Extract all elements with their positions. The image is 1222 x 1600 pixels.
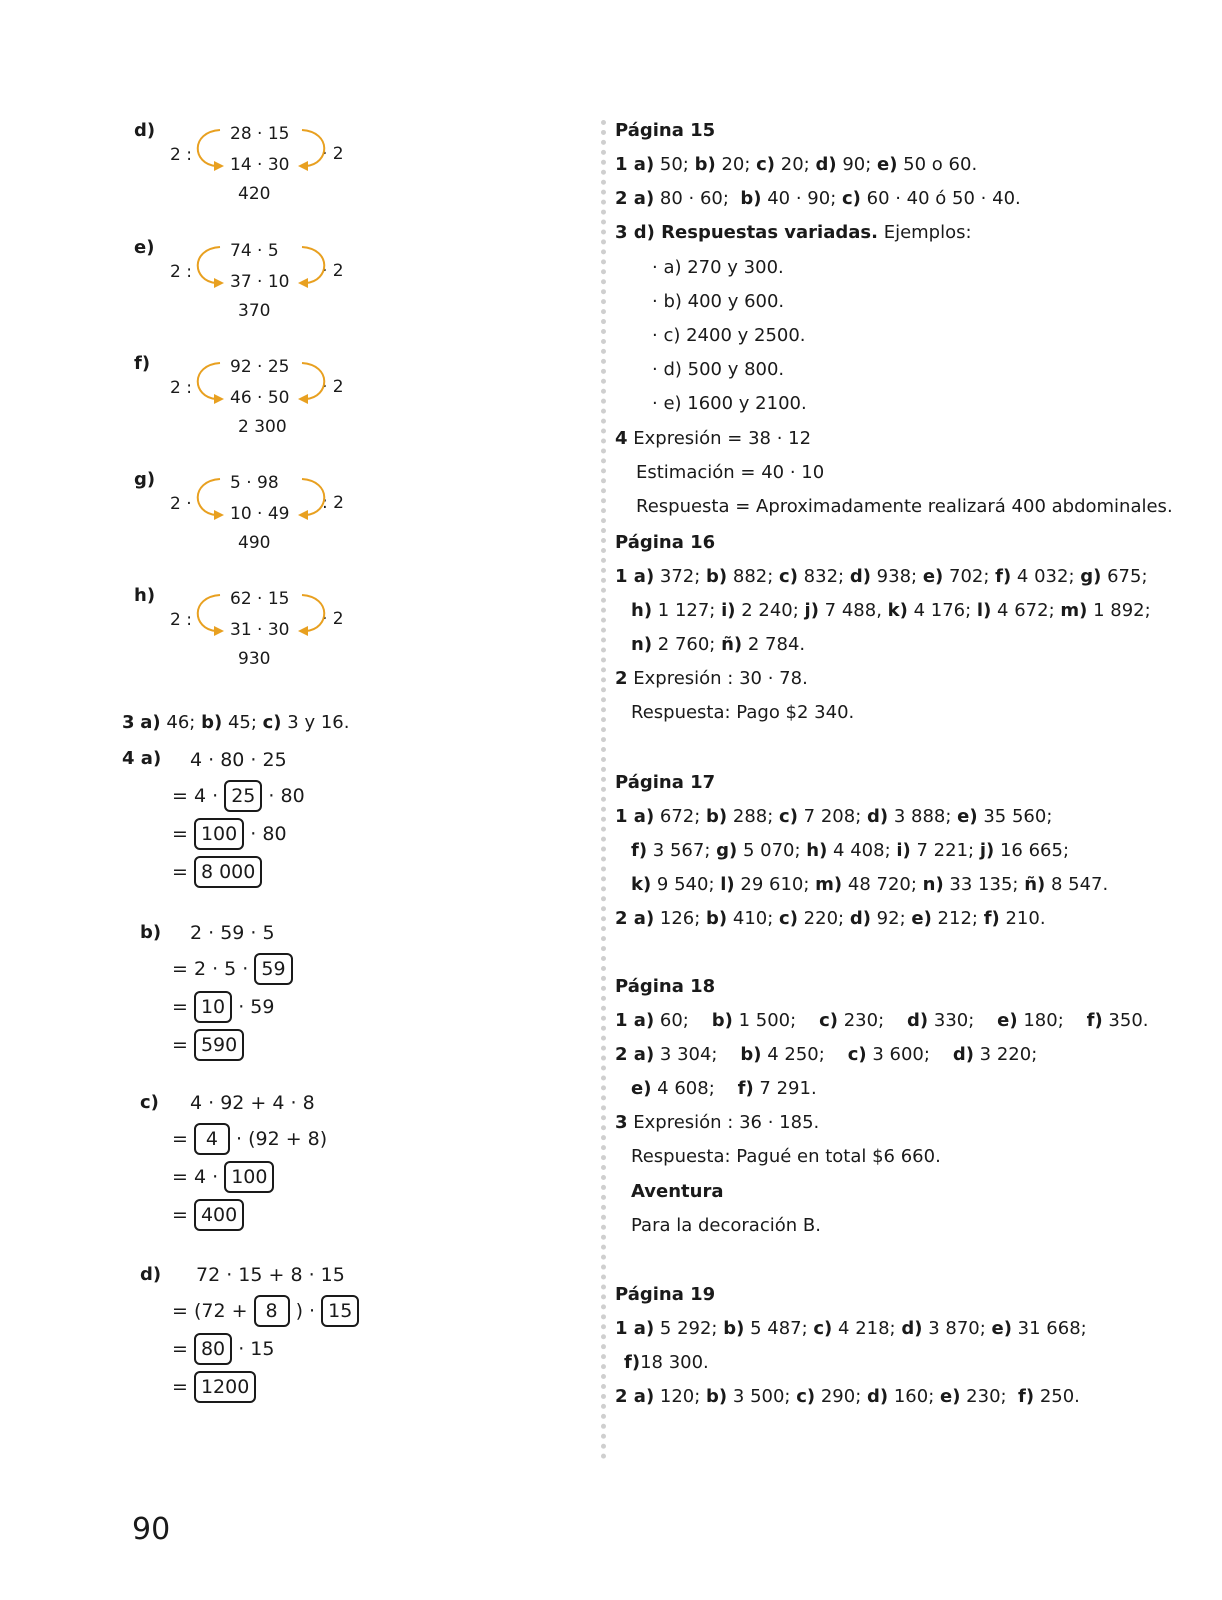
p15-bullet-c: · c) 2400 y 2500. bbox=[652, 325, 806, 346]
column-divider bbox=[601, 120, 606, 1460]
arrow-label: f) bbox=[134, 353, 151, 374]
answer-label: c) bbox=[779, 806, 798, 827]
answer-value: 4 408; bbox=[827, 840, 897, 861]
answer-value: 20; bbox=[775, 154, 816, 175]
page-19-title: Página 19 bbox=[615, 1284, 716, 1305]
answer-value: 5 292; bbox=[654, 1318, 724, 1339]
answer-value: 372; bbox=[654, 566, 707, 587]
arrow-top-expr: 28 · 15 bbox=[230, 124, 290, 144]
answer-label: f) bbox=[631, 840, 648, 861]
answer-value: 1 127; bbox=[652, 600, 722, 621]
answer-value: 3 600; bbox=[866, 1044, 953, 1065]
answer-label: ñ) bbox=[1024, 874, 1046, 895]
answer-value: 4 608; bbox=[651, 1078, 738, 1099]
answer-value: 410; bbox=[727, 908, 780, 929]
arrow-label: g) bbox=[134, 469, 156, 490]
answer-label: f) bbox=[1086, 1010, 1103, 1031]
answer-label: d) bbox=[867, 1386, 889, 1407]
arrow-top-expr: 74 · 5 bbox=[230, 241, 279, 261]
answer-label: 2 a) bbox=[615, 908, 655, 929]
page-16-title: Página 16 bbox=[615, 532, 716, 553]
answer-label: i) bbox=[721, 600, 736, 621]
arrow-result: 370 bbox=[238, 301, 271, 321]
p15-bullet-d: · d) 500 y 800. bbox=[652, 359, 785, 380]
answer-label: l) bbox=[976, 600, 992, 621]
answer-label: c) bbox=[819, 1010, 838, 1031]
p15-bullet-a: · a) 270 y 300. bbox=[652, 257, 784, 278]
answer-label: h) bbox=[631, 600, 653, 621]
arrow-curves bbox=[130, 118, 390, 228]
arrow-op-left: 2 : bbox=[170, 378, 192, 398]
answer-label: d) bbox=[849, 908, 871, 929]
p19-line1 bbox=[615, 1318, 1087, 1339]
answer-label: 1 a) bbox=[615, 1318, 655, 1339]
arrow-top-expr: 5 · 98 bbox=[230, 473, 279, 493]
answer-label: d) bbox=[849, 566, 871, 587]
answer-label: d) bbox=[815, 154, 837, 175]
arrow-result: 420 bbox=[238, 184, 271, 204]
answer-label: d) bbox=[952, 1044, 974, 1065]
answer-value: 18 300. bbox=[640, 1352, 709, 1373]
p18-line3 bbox=[631, 1078, 817, 1099]
answer-label: 1 a) bbox=[615, 1010, 655, 1031]
arrow-op-right: · 2 bbox=[322, 609, 344, 629]
p16-line3 bbox=[631, 634, 805, 655]
answer-value: 212; bbox=[931, 908, 984, 929]
arrow-curves bbox=[130, 235, 390, 345]
answer-value: 160; bbox=[888, 1386, 940, 1407]
answer-label: j) bbox=[804, 600, 819, 621]
answer-label: 1 a) bbox=[615, 154, 655, 175]
answer-value: 2 784. bbox=[742, 634, 806, 655]
answer-label: f) bbox=[624, 1352, 641, 1373]
answer-value: 675; bbox=[1101, 566, 1148, 587]
answer-value: 330; bbox=[928, 1010, 998, 1031]
arrow-op-left: 2 : bbox=[170, 610, 192, 630]
answer-label: b) bbox=[740, 1044, 762, 1065]
answer-value: 702; bbox=[943, 566, 996, 587]
page-17-title: Página 17 bbox=[615, 772, 716, 793]
answer-value: 250. bbox=[1034, 1386, 1080, 1407]
answer-label: h) bbox=[806, 840, 828, 861]
p18-aventura: Aventura bbox=[631, 1181, 724, 1202]
answer-value: 1 500; bbox=[732, 1010, 820, 1031]
answer-label: e) bbox=[631, 1078, 652, 1099]
answer-label: b) bbox=[706, 566, 728, 587]
answer-label: l) bbox=[720, 874, 735, 895]
answer-label: e) bbox=[997, 1010, 1018, 1031]
answer-value: 50; bbox=[654, 154, 695, 175]
answer-value: 5 487; bbox=[744, 1318, 814, 1339]
answer-value: 1 892; bbox=[1087, 600, 1151, 621]
answer-label: n) bbox=[631, 634, 653, 655]
answer-value: 2 240; bbox=[735, 600, 805, 621]
answer-label: e) bbox=[957, 806, 978, 827]
arrow-bottom-expr: 46 · 50 bbox=[230, 388, 290, 408]
answer-value: 80 · 60; bbox=[654, 188, 741, 209]
arrow-bottom-expr: 37 · 10 bbox=[230, 272, 290, 292]
p15-line5: Estimación = 40 · 10 bbox=[636, 462, 825, 483]
page-number: 90 bbox=[132, 1512, 171, 1547]
answer-value: 3 500; bbox=[727, 1386, 797, 1407]
arrow-op-right: · 2 bbox=[322, 144, 344, 164]
answer-value: 40 · 90; bbox=[761, 188, 842, 209]
arrow-curves bbox=[130, 351, 390, 461]
answer-label: m) bbox=[815, 874, 843, 895]
answer-label: c) bbox=[813, 1318, 833, 1339]
answer-label: c) bbox=[796, 1386, 816, 1407]
answer-value: 31 668; bbox=[1011, 1318, 1087, 1339]
answer-label: d) bbox=[867, 806, 889, 827]
answer-value: 3 870; bbox=[922, 1318, 992, 1339]
arrow-curves bbox=[130, 583, 390, 693]
answer-value: 120; bbox=[654, 1386, 707, 1407]
p19-line2 bbox=[624, 1352, 709, 1373]
answer-value: 35 560; bbox=[977, 806, 1053, 827]
answer-value: 4 176; bbox=[907, 600, 977, 621]
q4a-step2: = 100 · 80 bbox=[172, 818, 287, 850]
q4d-label: d) bbox=[140, 1264, 162, 1285]
arrow-diagram bbox=[130, 118, 390, 228]
p17-line1 bbox=[615, 806, 1052, 827]
p16-line4: 2 Expresión : 30 · 78. bbox=[615, 668, 808, 689]
answer-value: 48 720; bbox=[842, 874, 923, 895]
page-18-title: Página 18 bbox=[615, 976, 716, 997]
q4c-step1: = 4 · (92 + 8) bbox=[172, 1123, 327, 1155]
answer-label: m) bbox=[1060, 600, 1088, 621]
p15-line3: 3 d) Respuestas variadas. Ejemplos: bbox=[615, 222, 972, 243]
arrow-op-left: 2 : bbox=[170, 262, 192, 282]
page-15-title: Página 15 bbox=[615, 120, 716, 141]
arrow-result: 930 bbox=[238, 649, 271, 669]
answer-value: 230; bbox=[837, 1010, 908, 1031]
arrow-op-right: · 2 bbox=[322, 261, 344, 281]
q4b-step3: = 590 bbox=[172, 1029, 244, 1061]
answer-value: 3 304; bbox=[654, 1044, 741, 1065]
p17-line3 bbox=[631, 874, 1108, 895]
answer-label: e) bbox=[991, 1318, 1012, 1339]
answer-value: 938; bbox=[870, 566, 923, 587]
answer-value: 126; bbox=[654, 908, 707, 929]
arrow-diagram bbox=[130, 351, 390, 461]
q4b-step2: = 10 · 59 bbox=[172, 991, 274, 1023]
arrow-top-expr: 92 · 25 bbox=[230, 357, 290, 377]
answer-value: 4 250; bbox=[761, 1044, 848, 1065]
q4c-step2: = 4 · 100 bbox=[172, 1161, 274, 1193]
answer-label: c) bbox=[779, 908, 798, 929]
q4d-step3: = 1200 bbox=[172, 1371, 256, 1403]
answer-label: j) bbox=[979, 840, 995, 861]
answer-value: 7 208; bbox=[797, 806, 867, 827]
arrow-label: h) bbox=[134, 585, 156, 606]
arrow-bottom-expr: 10 · 49 bbox=[230, 504, 290, 524]
answer-label: d) bbox=[907, 1010, 929, 1031]
q4c-step3: = 400 bbox=[172, 1199, 244, 1231]
p18-line2 bbox=[615, 1044, 1037, 1065]
p16-line2 bbox=[631, 600, 1151, 621]
answer-value: 60; bbox=[654, 1010, 712, 1031]
answer-value: 90; bbox=[836, 154, 878, 175]
p18-line1 bbox=[615, 1010, 1149, 1031]
answer-label: c) bbox=[756, 154, 776, 175]
arrow-top-expr: 62 · 15 bbox=[230, 589, 290, 609]
answer-value: 4 218; bbox=[832, 1318, 902, 1339]
p16-line1 bbox=[615, 566, 1148, 587]
answer-label: c) bbox=[847, 1044, 867, 1065]
answer-value: 180; bbox=[1017, 1010, 1087, 1031]
answer-label: k) bbox=[631, 874, 652, 895]
q4d-step1: = (72 + 8 ) · 15 bbox=[172, 1295, 359, 1327]
arrow-op-left: 2 · bbox=[170, 494, 192, 514]
q4d-expr: 72 · 15 + 8 · 15 bbox=[196, 1264, 345, 1286]
answer-label: f) bbox=[737, 1078, 754, 1099]
answer-label: k) bbox=[887, 600, 908, 621]
answer-value: 3 220; bbox=[973, 1044, 1038, 1065]
p15-line2 bbox=[615, 188, 1021, 209]
q3-line: 3 a) 46; b) 45; c) 3 y 16. bbox=[122, 712, 350, 733]
arrow-label: e) bbox=[134, 237, 155, 258]
arrow-diagram bbox=[130, 467, 390, 577]
q4b-step1: = 2 · 5 · 59 bbox=[172, 953, 293, 985]
answer-label: d) bbox=[901, 1318, 923, 1339]
q4d-step2: = 80 · 15 bbox=[172, 1333, 274, 1365]
arrow-op-right: : 2 bbox=[322, 493, 344, 513]
p19-line3 bbox=[615, 1386, 1080, 1407]
answer-label: e) bbox=[922, 566, 944, 587]
answer-value: 350. bbox=[1102, 1010, 1149, 1031]
answer-label: 2 a) bbox=[615, 1044, 655, 1065]
answer-label: c) bbox=[841, 188, 861, 209]
q4c-label: c) bbox=[140, 1092, 159, 1113]
answer-value: 210. bbox=[999, 908, 1046, 929]
answer-label: e) bbox=[911, 908, 932, 929]
p15-line4: 4 Expresión = 38 · 12 bbox=[615, 428, 812, 449]
answer-value: 672; bbox=[654, 806, 707, 827]
p15-line6: Respuesta = Aproximadamente realizará 400 abdominales. bbox=[636, 496, 1173, 517]
arrow-diagram bbox=[130, 583, 390, 693]
answer-label: 1 a) bbox=[615, 566, 655, 587]
q4c-expr: 4 · 92 + 4 · 8 bbox=[190, 1092, 315, 1114]
answer-label: b) bbox=[723, 1318, 745, 1339]
p15-line1 bbox=[615, 154, 977, 175]
answer-value: 230; bbox=[960, 1386, 1019, 1407]
answer-label: b) bbox=[706, 806, 728, 827]
answer-label: e) bbox=[877, 154, 898, 175]
answer-value: 92; bbox=[870, 908, 912, 929]
answer-value: 60 · 40 ó 50 · 40. bbox=[860, 188, 1021, 209]
answer-value: 7 291. bbox=[753, 1078, 817, 1099]
answer-value: 288; bbox=[727, 806, 780, 827]
answer-value: 4 032; bbox=[1011, 566, 1081, 587]
answer-value: 220; bbox=[797, 908, 850, 929]
answer-value: 882; bbox=[727, 566, 780, 587]
answer-label: 2 a) bbox=[615, 188, 655, 209]
answer-label: g) bbox=[716, 840, 738, 861]
arrow-result: 490 bbox=[238, 533, 271, 553]
answer-value: 5 070; bbox=[737, 840, 807, 861]
p17-line2 bbox=[631, 840, 1069, 861]
answer-value: 29 610; bbox=[734, 874, 816, 895]
answer-value: 2 760; bbox=[652, 634, 722, 655]
answer-label: b) bbox=[711, 1010, 733, 1031]
arrow-op-right: · 2 bbox=[322, 377, 344, 397]
arrow-bottom-expr: 14 · 30 bbox=[230, 155, 290, 175]
p18-line5: Respuesta: Pagué en total $6 660. bbox=[631, 1146, 941, 1167]
arrow-result: 2 300 bbox=[238, 417, 287, 437]
answer-label: 2 a) bbox=[615, 1386, 655, 1407]
answer-label: 1 a) bbox=[615, 806, 655, 827]
answer-value: 50 o 60. bbox=[897, 154, 978, 175]
p18-line4: 3 Expresión : 36 · 185. bbox=[615, 1112, 820, 1133]
p18-line7: Para la decoración B. bbox=[631, 1215, 821, 1236]
p15-bullet-e: · e) 1600 y 2100. bbox=[652, 393, 807, 414]
arrow-label: d) bbox=[134, 120, 156, 141]
answer-label: b) bbox=[694, 154, 716, 175]
q4a-step3: = 8 000 bbox=[172, 856, 262, 888]
q4b-label: b) bbox=[140, 922, 162, 943]
answer-label: b) bbox=[706, 908, 728, 929]
answer-value: 33 135; bbox=[943, 874, 1025, 895]
answer-value: 16 665; bbox=[994, 840, 1070, 861]
answer-value: 9 540; bbox=[651, 874, 721, 895]
q4a-expr: 4 · 80 · 25 bbox=[190, 749, 287, 771]
answer-value: 3 567; bbox=[647, 840, 717, 861]
q4b-expr: 2 · 59 · 5 bbox=[190, 922, 275, 944]
answer-value: 8 547. bbox=[1045, 874, 1109, 895]
answer-value: 4 672; bbox=[991, 600, 1061, 621]
p15-bullet-b: · b) 400 y 600. bbox=[652, 291, 785, 312]
answer-label: ñ) bbox=[721, 634, 743, 655]
answer-value: 832; bbox=[797, 566, 850, 587]
answer-label: b) bbox=[706, 1386, 728, 1407]
answer-value: 7 488, bbox=[818, 600, 888, 621]
answer-label: c) bbox=[779, 566, 798, 587]
answer-label: n) bbox=[922, 874, 944, 895]
arrow-curves bbox=[130, 467, 390, 577]
p17-line4 bbox=[615, 908, 1046, 929]
answer-value: 7 221; bbox=[910, 840, 980, 861]
arrow-bottom-expr: 31 · 30 bbox=[230, 620, 290, 640]
q4a-label: 4 a) bbox=[122, 748, 162, 769]
answer-value: 290; bbox=[815, 1386, 867, 1407]
answer-label: b) bbox=[740, 188, 762, 209]
arrow-diagram bbox=[130, 235, 390, 345]
q4a-step1: = 4 · 25 · 80 bbox=[172, 780, 305, 812]
answer-label: f) bbox=[983, 908, 1000, 929]
answer-label: g) bbox=[1080, 566, 1102, 587]
answer-label: f) bbox=[1018, 1386, 1035, 1407]
answer-label: f) bbox=[995, 566, 1012, 587]
answer-value: 3 888; bbox=[888, 806, 958, 827]
answer-label: e) bbox=[940, 1386, 961, 1407]
p16-line5: Respuesta: Pago $2 340. bbox=[631, 702, 855, 723]
answer-label: i) bbox=[896, 840, 911, 861]
answer-value: 20; bbox=[715, 154, 757, 175]
arrow-op-left: 2 : bbox=[170, 145, 192, 165]
